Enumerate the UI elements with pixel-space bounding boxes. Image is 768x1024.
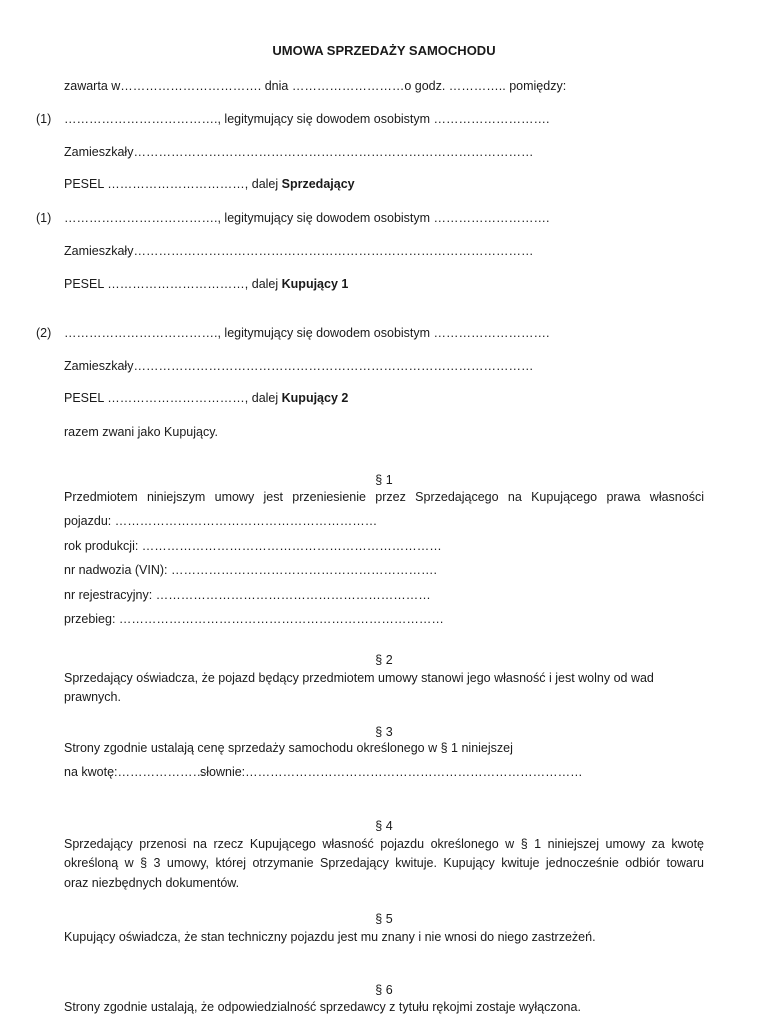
section-2-heading: § 2 (375, 653, 393, 667)
section-3-heading: § 3 (375, 725, 393, 739)
mileage-field: przebieg: …………………………………………………………………… (64, 612, 444, 626)
party-pesel-buyer1 (64, 276, 348, 292)
party-number-seller: (1) (36, 112, 52, 126)
section-6-heading: § 6 (375, 983, 393, 997)
section-4-line-2: określoną w § 3 umowy, której otrzymanie Sprzedający kwituje. Kupujący kwituje jednocześnie odbiór towaru (64, 856, 704, 870)
party-id-line-buyer2: ………………………………., legitymujący się dowodem osobistym ………………………. (64, 326, 550, 340)
section-1-text: Przedmiotem niniejszym umowy jest przeniesienie przez Sprzedającego na Kupującego prawa własności (64, 490, 704, 504)
party-address-buyer2: Zamieszkały…………………………………………………………………………………… (64, 359, 534, 373)
party-address-seller: Zamieszkały…………………………………………………………………………………… (64, 145, 534, 159)
section-3-line-1: Strony zgodnie ustalają cenę sprzedaży samochodu określonego w § 1 niniejszej (64, 741, 513, 755)
vehicle-field: pojazdu: ……………………………………………………… (64, 514, 378, 528)
party-pesel-seller (64, 176, 355, 192)
section-2-line-2: prawnych. (64, 690, 121, 704)
section-4-line-1: Sprzedający przenosi na rzecz Kupującego własność pojazdu określonego w § 1 niniejszej umowy za kwotę (64, 837, 704, 851)
section-5-line-1: Kupujący oświadcza, że stan techniczny pojazdu jest mu znany i nie wnosi do niego zastrzeżeń. (64, 930, 596, 944)
amount-field: na kwotę:………………… (64, 765, 206, 779)
party-role-buyer1: Kupujący 1 (281, 277, 349, 291)
party-role-buyer2: Kupujący 2 (281, 391, 349, 405)
section-2-line-1: Sprzedający oświadcza, że pojazd będący przedmiotem umowy stanowi jego własność i jest wolny od wad (64, 671, 654, 685)
party-id-line-buyer1: ………………………………., legitymujący się dowodem osobistym ………………………. (64, 211, 550, 225)
document-title: UMOWA SPRZEDAŻY SAMOCHODU (272, 43, 496, 58)
party-number-buyer1: (1) (36, 211, 52, 225)
amount-words-field: słownie:……………………………………………………………………… (200, 765, 583, 779)
section-4-heading: § 4 (375, 819, 393, 833)
together-line: razem zwani jako Kupujący. (64, 425, 219, 439)
vin-field: nr nadwozia (VIN): ………………………………………………………. (64, 563, 437, 577)
pesel-text: PESEL ……………………………, dalej (64, 177, 282, 191)
section-4-line-3: oraz niezbędnych dokumentów. (64, 876, 240, 890)
pesel-text: PESEL ……………………………, dalej (64, 391, 282, 405)
party-pesel-buyer2 (64, 390, 348, 406)
intro-line: zawarta w……………………………. dnia ………………………o godz. ………….. pomiędzy: (64, 79, 567, 93)
party-role-seller: Sprzedający (281, 177, 355, 191)
party-id-line-seller: ………………………………., legitymujący się dowodem osobistym ………………………. (64, 112, 550, 126)
year-field: rok produkcji: ……………………………………………………………… (64, 539, 442, 553)
party-address-buyer1: Zamieszkały…………………………………………………………………………………… (64, 244, 534, 258)
section-1-heading: § 1 (375, 473, 393, 487)
section-5-heading: § 5 (375, 912, 393, 926)
pesel-text: PESEL ……………………………, dalej (64, 277, 282, 291)
registration-field: nr rejestracyjny: ………………………………………………………… (64, 588, 431, 602)
section-6-line-1: Strony zgodnie ustalają, że odpowiedzialność sprzedawcy z tytułu rękojmi zostaje wyłączona. (64, 1000, 581, 1014)
party-number-buyer2: (2) (36, 326, 52, 340)
